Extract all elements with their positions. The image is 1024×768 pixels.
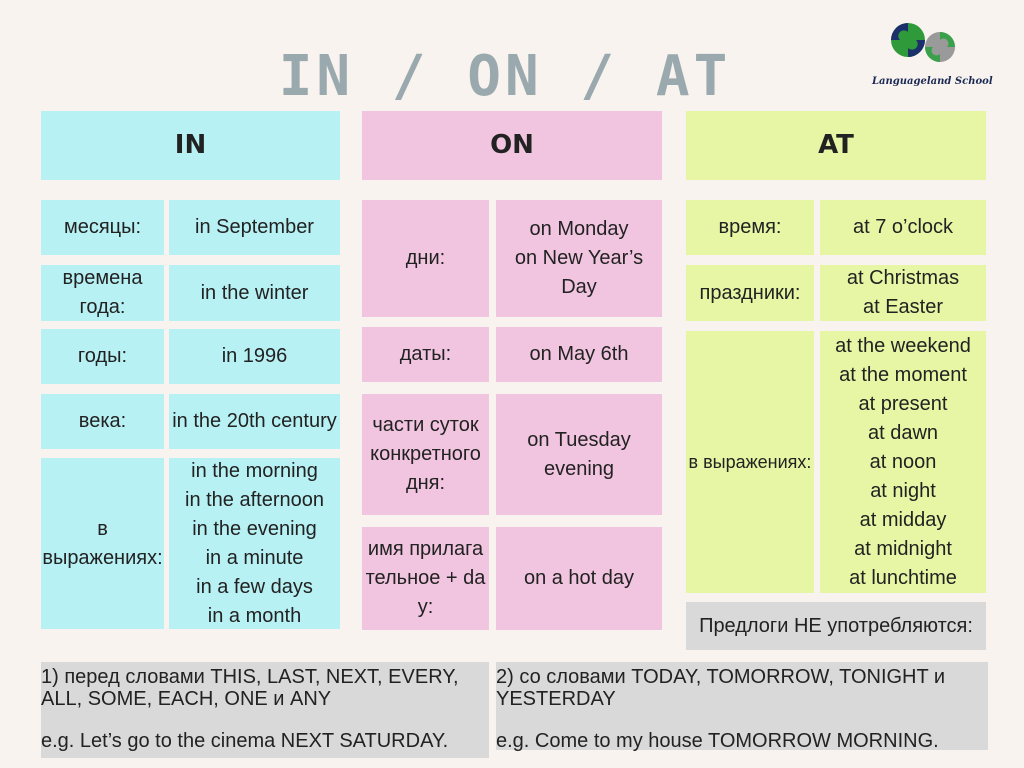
list-item: in a month	[207, 604, 302, 627]
list-item: at lunchtime	[849, 566, 957, 589]
on-example-dates: on May 6th	[496, 327, 662, 382]
in-example-centuries: in the 20th century	[169, 394, 340, 449]
list-item: in a few days	[196, 575, 313, 598]
in-example-seasons: in the winter	[169, 265, 340, 321]
on-label-adjective-day: имя прилагательное + day:	[362, 527, 489, 630]
at-example-expressions	[820, 331, 986, 593]
at-label-time: время:	[686, 200, 814, 255]
list-item: at the weekend	[835, 334, 971, 357]
rule-note-1	[41, 662, 489, 758]
at-label-holidays: праздники:	[686, 265, 814, 321]
in-label-years: годы:	[41, 329, 164, 384]
in-example-expressions	[169, 458, 340, 629]
list-item: on Monday	[529, 218, 629, 240]
at-header: AT	[686, 111, 986, 180]
not-used-heading: Предлоги НЕ употребляются:	[686, 602, 986, 650]
list-item: at present	[858, 392, 948, 415]
page-title: IN / ON / AT	[278, 44, 732, 109]
rule-text: 2) со словами TODAY, TOMORROW, TONIGHT и YESTERDAY	[496, 666, 946, 710]
rule-note-2	[496, 662, 988, 750]
school-logo	[872, 20, 993, 94]
rule-example: e.g. Let’s go to the cinema NEXT SATURDAY.	[41, 730, 449, 752]
list-item: at night	[870, 479, 936, 502]
in-example-months: in September	[169, 200, 340, 255]
on-example-day-parts: on Tuesday evening	[496, 394, 662, 515]
on-header: ON	[362, 111, 662, 180]
on-example-adjective-day: on a hot day	[496, 527, 662, 630]
at-example-time: at 7 o’clock	[820, 200, 986, 255]
list-item: at the moment	[839, 363, 967, 386]
on-label-dates: даты:	[362, 327, 489, 382]
list-item: in the afternoon	[185, 488, 324, 511]
list-item: at Easter	[862, 296, 944, 318]
on-label-day-parts: части суток конкретного дня:	[362, 394, 489, 515]
at-label-expressions: в выражениях:	[686, 331, 814, 593]
in-header: IN	[41, 111, 340, 180]
rule-example: e.g. Come to my house TOMORROW MORNING.	[496, 730, 939, 752]
rule-text: 1) перед словами THIS, LAST, NEXT, EVERY, ALL, SOME, EACH, ONE и ANY	[41, 666, 459, 710]
puzzle-pieces-icon	[886, 20, 962, 66]
list-item: on New Year’s Day	[514, 247, 644, 298]
school-name: Languageland School	[872, 76, 993, 87]
in-label-months: месяцы:	[41, 200, 164, 255]
list-item: at midday	[859, 508, 947, 531]
list-item: at noon	[869, 450, 937, 473]
list-item: in the evening	[192, 517, 317, 540]
list-item: at dawn	[867, 421, 939, 444]
in-label-centuries: века:	[41, 394, 164, 449]
list-item: at Christmas	[846, 267, 960, 289]
list-item: in the morning	[191, 459, 318, 482]
at-example-holidays	[820, 265, 986, 321]
on-example-days	[496, 200, 662, 317]
in-example-years: in 1996	[169, 329, 340, 384]
in-label-expressions: в выражениях:	[41, 458, 164, 629]
in-label-seasons: времена года:	[41, 265, 164, 321]
on-label-days: дни:	[362, 200, 489, 317]
list-item: in a minute	[205, 546, 304, 569]
list-item: at midnight	[854, 537, 952, 560]
